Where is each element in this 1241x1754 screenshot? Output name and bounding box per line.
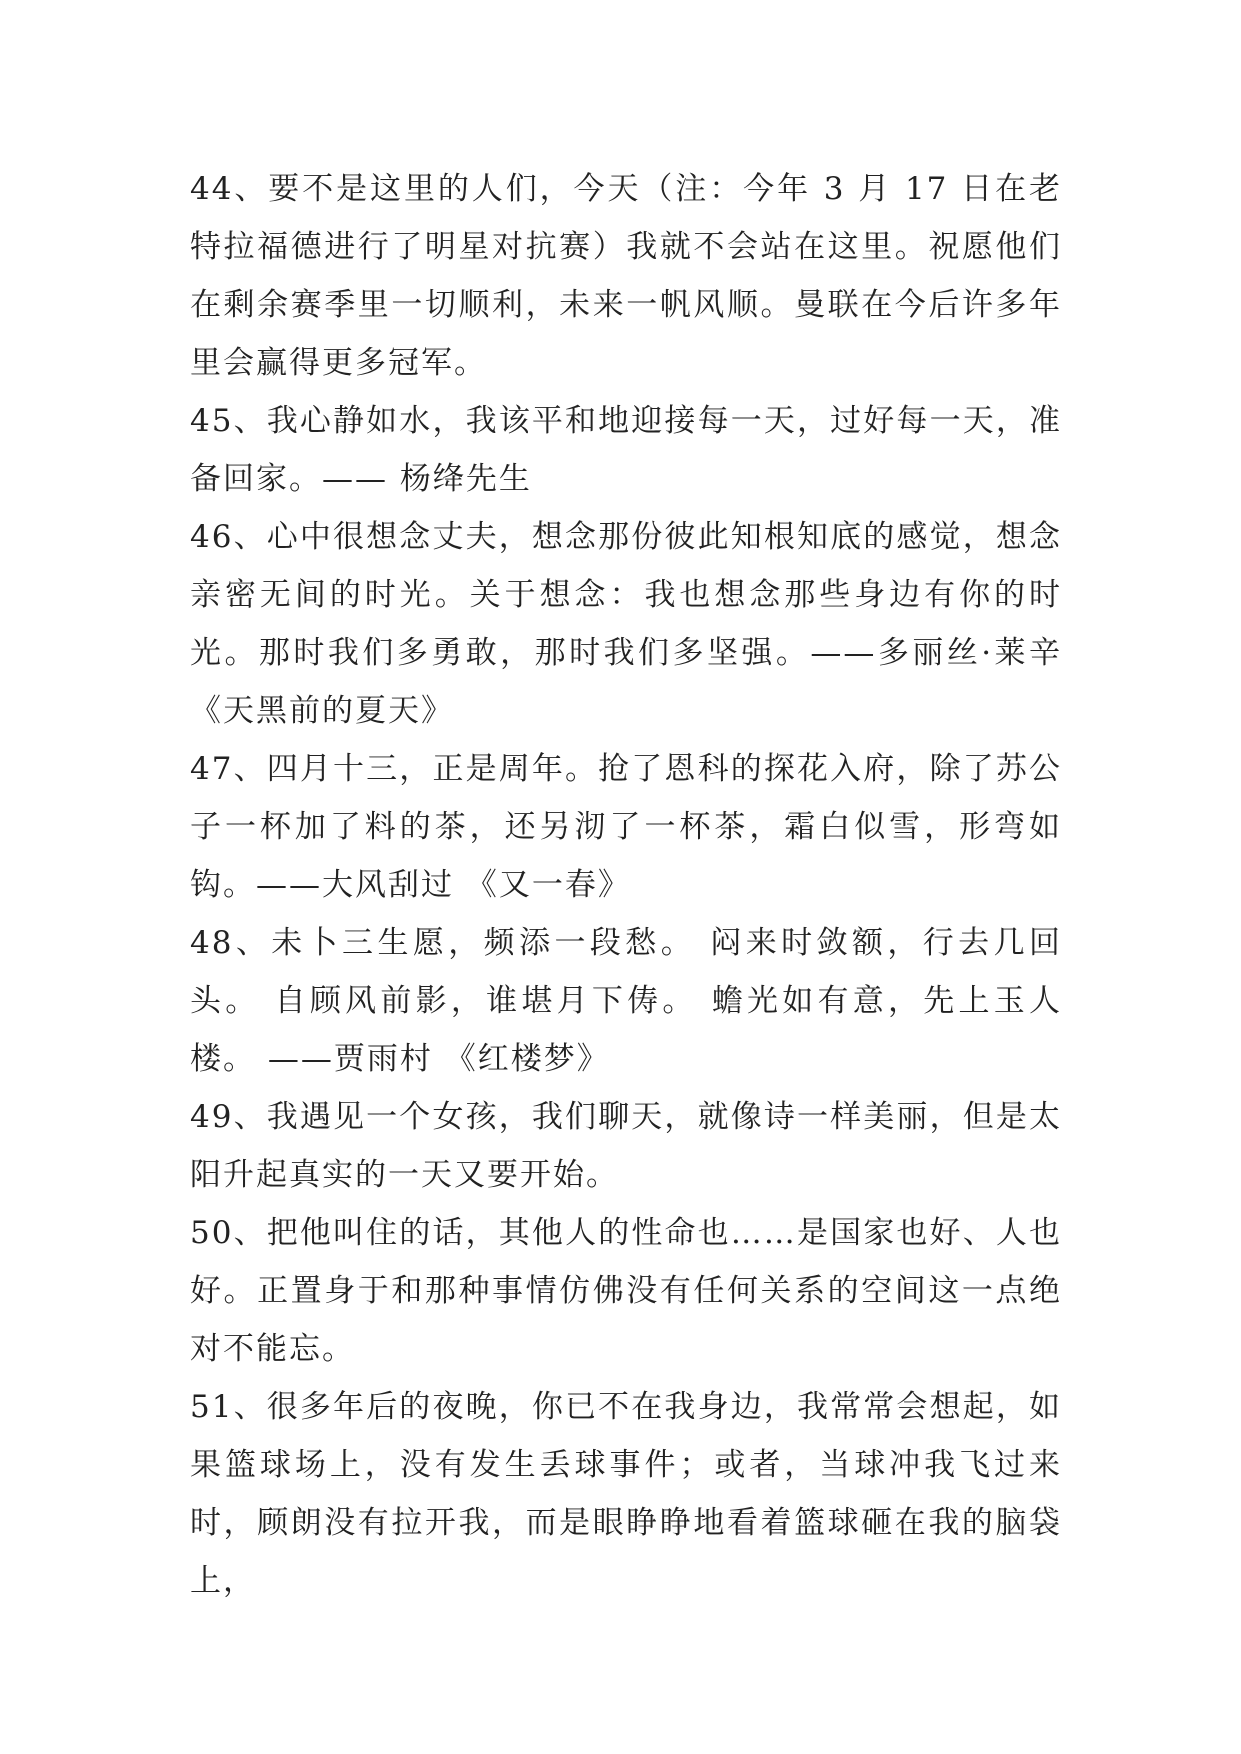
document-page	[190, 160, 1062, 1610]
quote-entry-46: 46、心中很想念丈夫，想念那份彼此知根知底的感觉，想念亲密无间的时光。关于想念：我也想念那些身边有你的时光。那时我们多勇敢，那时我们多坚强。——多丽丝·莱辛 《天黑前的夏天》	[190, 519, 1062, 729]
quote-entry-47: 47、四月十三，正是周年。抢了恩科的探花入府，除了苏公子一杯加了料的茶，还另沏了一杯茶，霜白似雪，形弯如钩。——大风刮过 《又一春》	[190, 751, 1062, 903]
quote-entry-44: 44、要不是这里的人们，今天（注：今年 3 月 17 日在老特拉福德进行了明星对抗赛）我就不会站在这里。祝愿他们在剩余赛季里一切顺利，未来一帆风顺。曼联在今后许多年里会赢得更多冠军。	[190, 171, 1062, 381]
quote-entry-45: 45、我心静如水，我该平和地迎接每一天，过好每一天，准备回家。—— 杨绛先生	[190, 403, 1062, 497]
quote-entry-49: 49、我遇见一个女孩，我们聊天，就像诗一样美丽，但是太阳升起真实的一天又要开始。	[190, 1099, 1062, 1193]
quote-entry-51: 51、很多年后的夜晚，你已不在我身边，我常常会想起，如果篮球场上，没有发生丢球事件；或者，当球冲我飞过来时，顾朗没有拉开我，而是眼睁睁地看着篮球砸在我的脑袋上，	[190, 1389, 1062, 1599]
quote-entry-50: 50、把他叫住的话，其他人的性命也……是国家也好、人也好。正置身于和那种事情仿佛没有任何关系的空间这一点绝对不能忘。	[190, 1215, 1062, 1367]
quote-entry-48: 48、未卜三生愿，频添一段愁。 闷来时敛额，行去几回头。 自顾风前影，谁堪月下俦。 蟾光如有意，先上玉人楼。 ——贾雨村 《红楼梦》	[190, 925, 1062, 1077]
